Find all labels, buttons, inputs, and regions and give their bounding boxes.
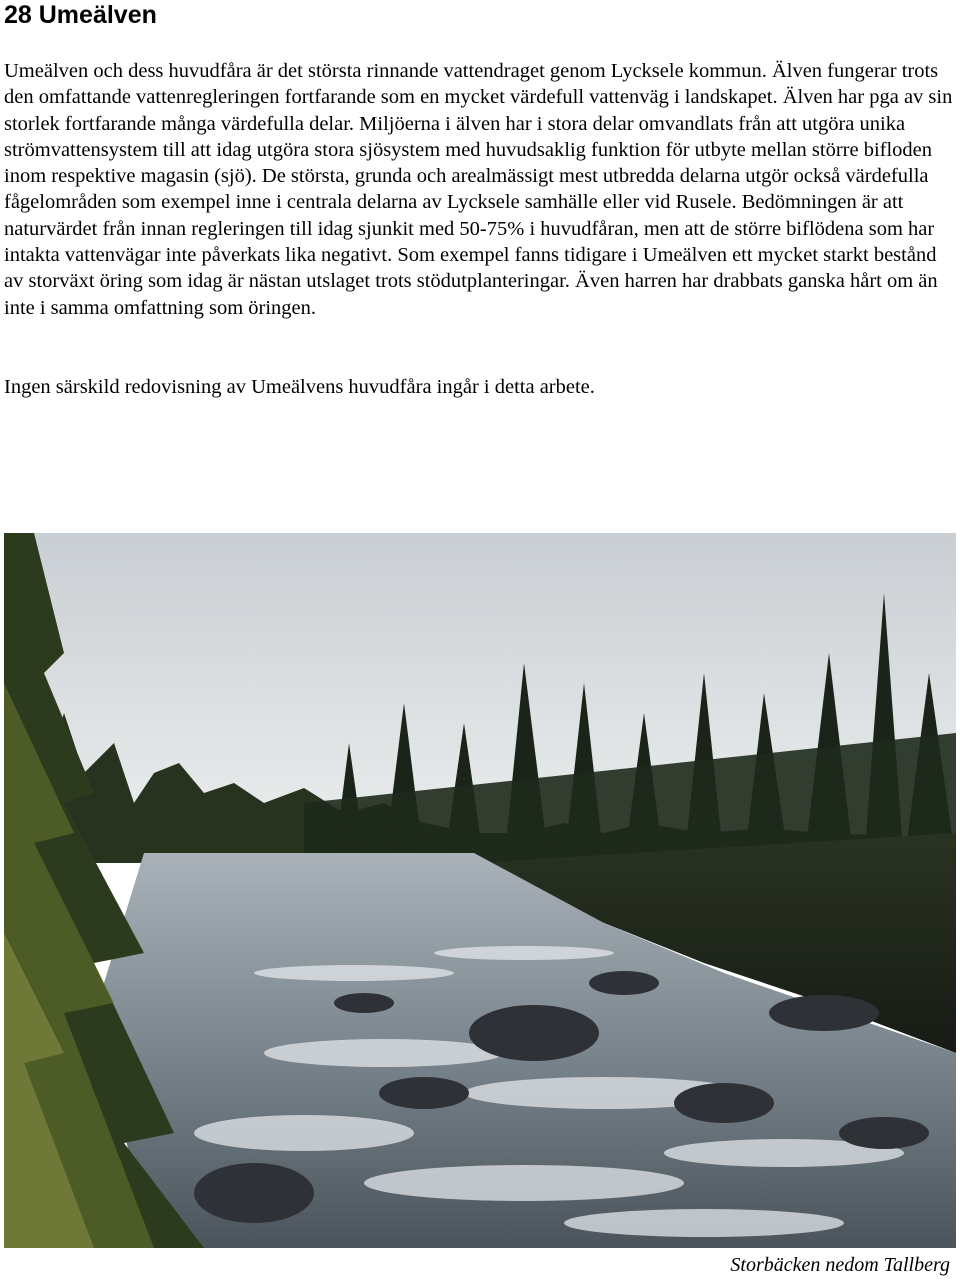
river-photo-illustration bbox=[4, 533, 956, 1248]
page-heading: 28 Umeälven bbox=[4, 1, 157, 29]
photo-caption: Storbäcken nedom Tallberg bbox=[730, 1254, 950, 1276]
body-paragraph-1: Umeälven och dess huvudfåra är det största rinnande vattendraget genom Lycksele kommun. Älven fungerar trots den omfattande vattenregleringen fortfarande som en mycket värdefull vattenväg i landskapet. Älven har pga av sin storlek fortfarande många värdefulla delar. Miljöerna i älven har i stora delar omvandlats från att utgöra unika strömvattensystem till att idag utgöra stora sjösystem med huvudsaklig funktion för utbyte mellan större bifloden inom respektive magasin (sjö). De största, grunda och arealmässigt mest utbredda delarna utgör också värdefulla fågelområden som exempel inne i centrala delarna av Lycksele samhälle eller vid Rusele. Bedömningen är att naturvärdet från innan regleringen till idag sjunkit med 50-75% i huvudfåran, men att de större biflödena som har intakta vattenvägar inte påverkats lika negativt. Som exempel fanns tidigare i Umeälven ett mycket starkt bestånd av storväxt öring som idag är nästan utslaget trots stödutplanteringar. Även harren har drabbats ganska hårt om än inte i samma omfattning som öringen. bbox=[4, 60, 953, 319]
river-photo bbox=[4, 533, 956, 1248]
body-paragraph-2: Ingen särskild redovisning av Umeälvens huvudfåra ingår i detta arbete. bbox=[4, 376, 595, 398]
